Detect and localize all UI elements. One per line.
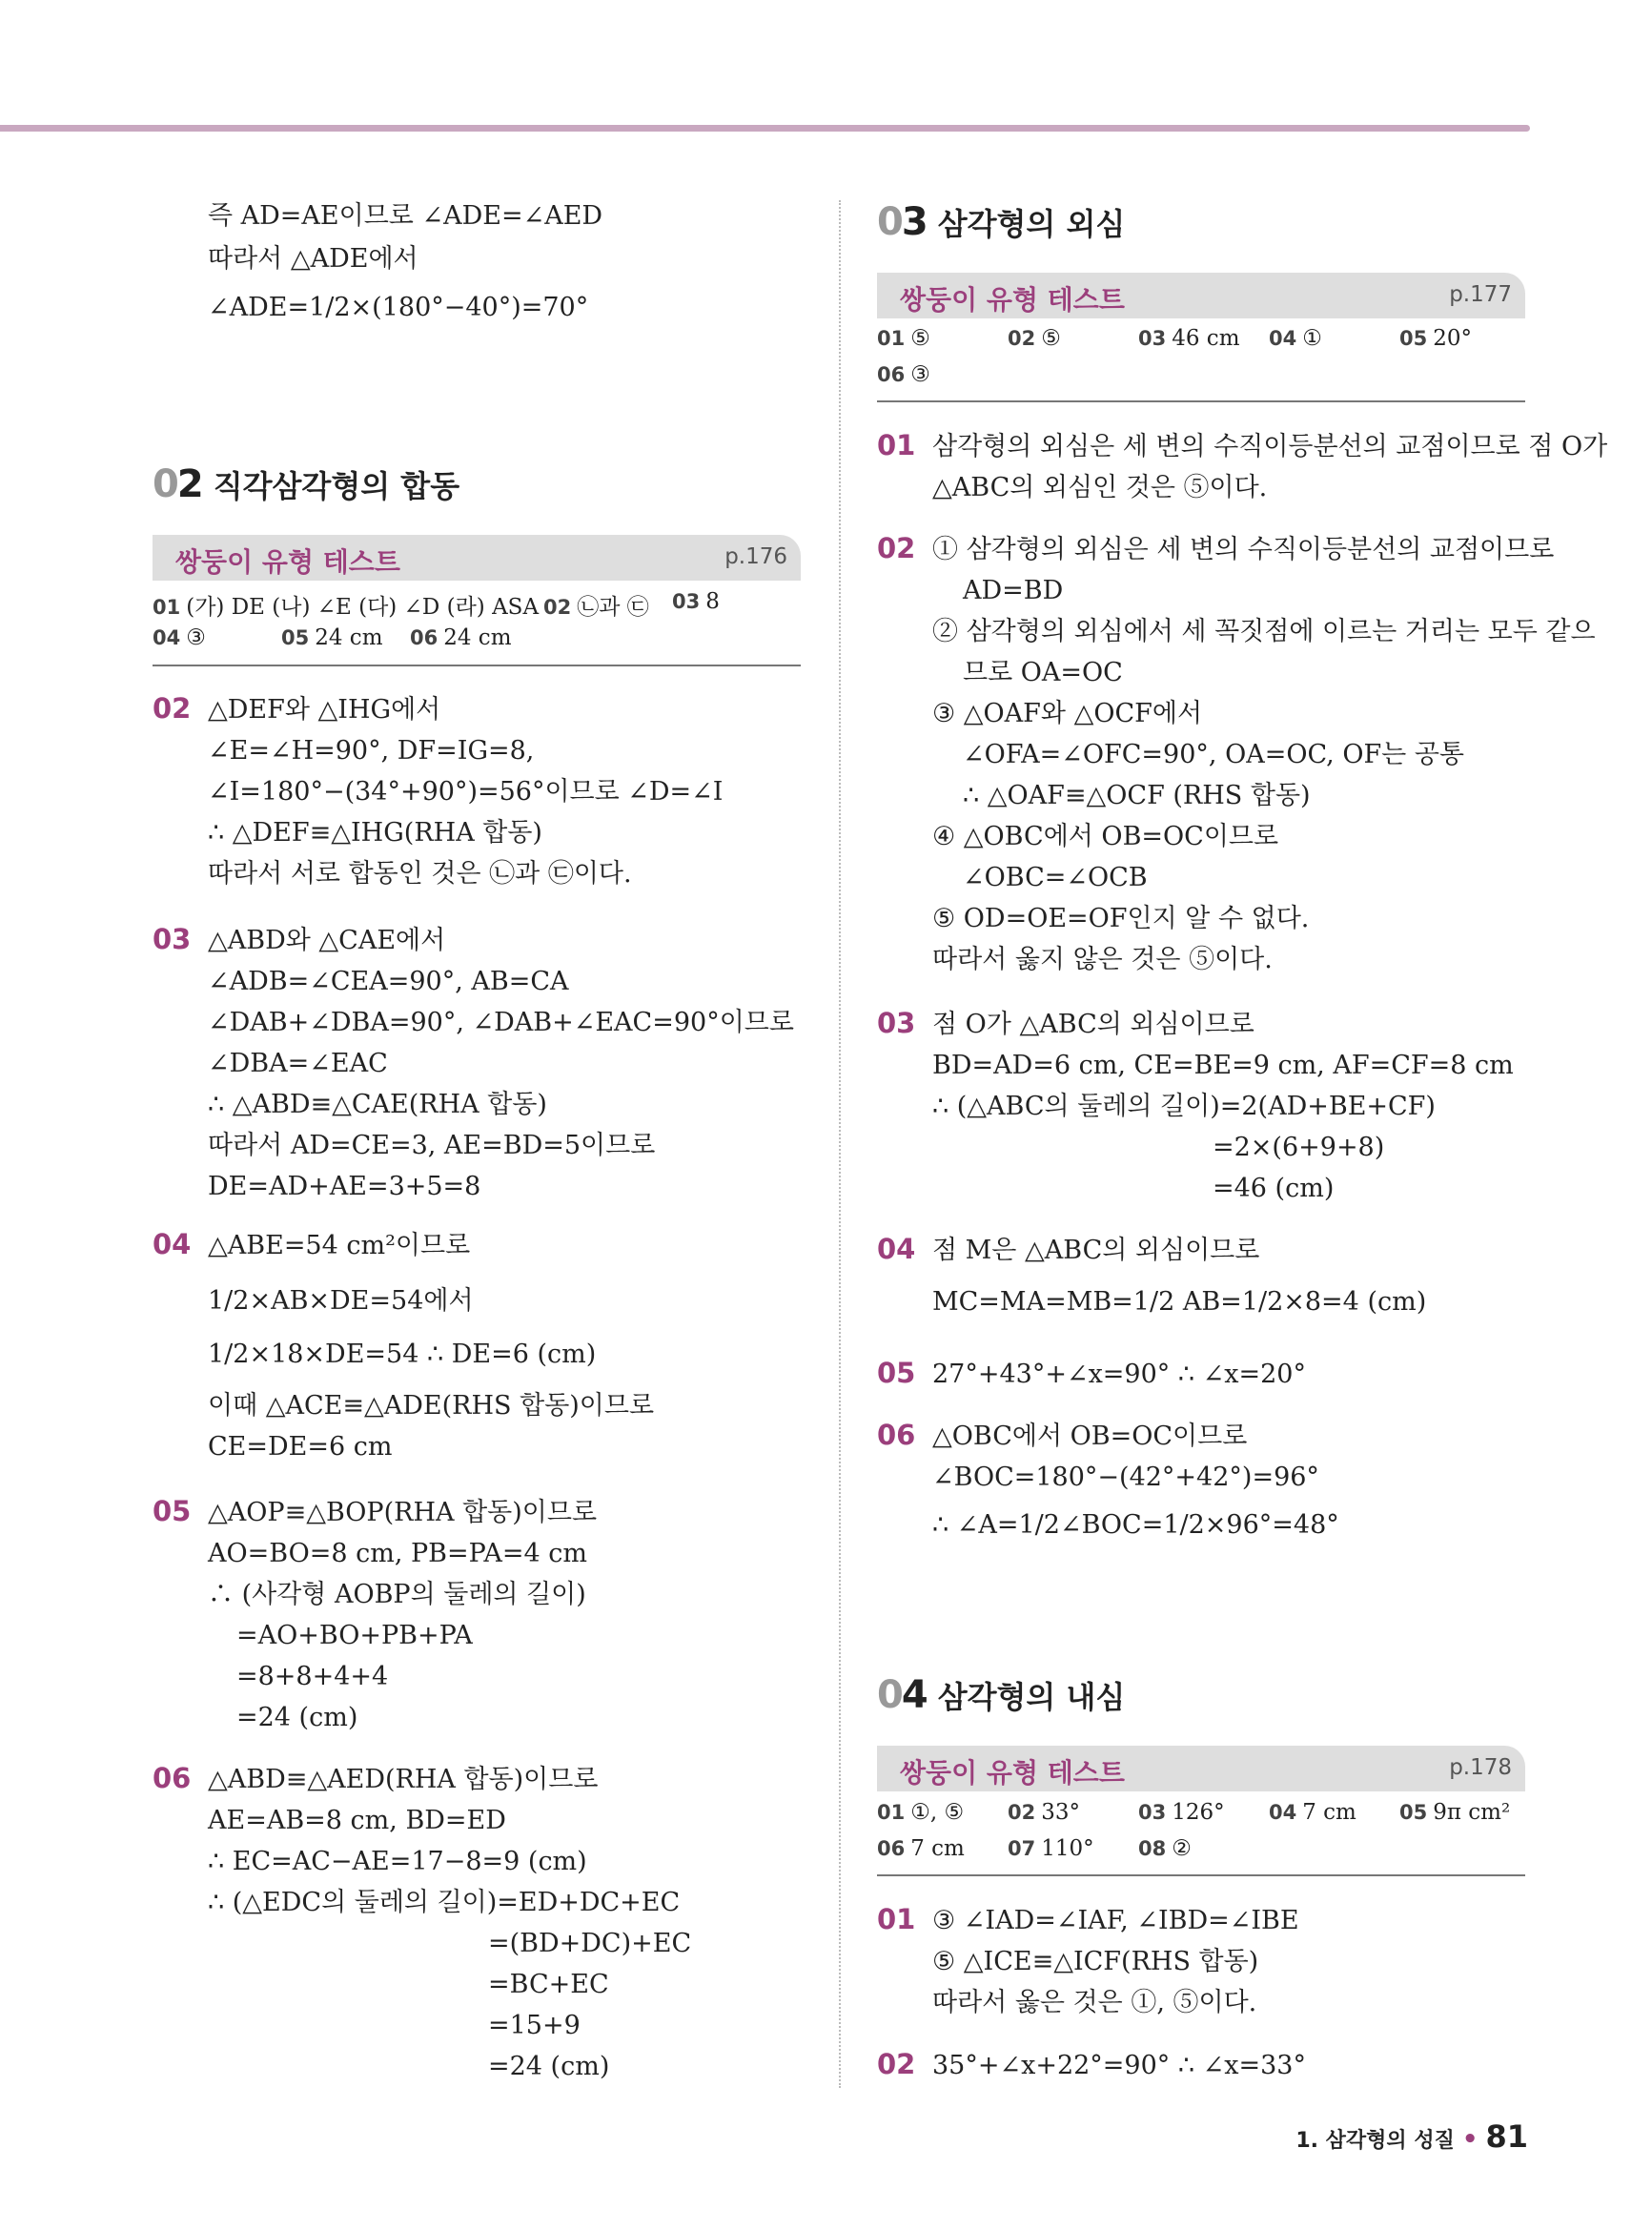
- solution-line: ∠ADB=∠CEA=90°, AB=CA: [208, 967, 569, 996]
- solution-line: 점 M은 △ABC의 외심이므로: [932, 1236, 1260, 1265]
- answer-number: 01: [877, 327, 906, 350]
- answer-divider: [153, 665, 801, 666]
- banner-title: 쌍둥이 유형 테스트: [900, 1757, 1125, 1789]
- section-02-answer: [543, 589, 649, 621]
- problem-number: 02: [153, 692, 192, 725]
- answer-number: 04: [1269, 1801, 1297, 1824]
- problem-number: 04: [153, 1228, 192, 1260]
- answer-value: 46 cm: [1172, 326, 1240, 351]
- solution-line: ① 삼각형의 외심은 세 변의 수직이등분선의 교점이므로: [932, 535, 1555, 564]
- intro-line: 즉 AD=AE이므로 ∠ADE=∠AED: [208, 201, 603, 231]
- section-02-answer: [410, 625, 512, 650]
- solution-line: =24 (cm): [236, 1703, 358, 1732]
- problem-number: 05: [877, 1357, 916, 1389]
- solution-line: 따라서 AD=CE=3, AE=BD=5이므로: [208, 1131, 656, 1160]
- answer-value: 8: [705, 589, 720, 614]
- answer-value: 24 cm: [443, 625, 512, 650]
- section-03-answer: [1008, 326, 1061, 351]
- intro-line: 따라서 △ADE에서: [208, 244, 418, 274]
- answer-value: 110°: [1041, 1836, 1094, 1861]
- page-footer: [1295, 2118, 1528, 2155]
- solution-line: ∴ (△EDC의 둘레의 길이)=ED+DC+EC: [208, 1888, 681, 1917]
- solution-line: ② 삼각형의 외심에서 세 꼭짓점에 이르는 거리는 모두 같으: [932, 617, 1596, 646]
- solution-line: ⑤ OD=OE=OF인지 알 수 없다.: [932, 904, 1310, 933]
- section-03-answer: [877, 326, 930, 351]
- section-title-text: 삼각형의 내심: [937, 1679, 1126, 1715]
- problem-number: 01: [877, 429, 916, 461]
- solution-line: ∴ △DEF≡△IHG(RHA 합동): [208, 818, 542, 848]
- section-04-title: [877, 1673, 1125, 1717]
- answer-value: ②: [1172, 1836, 1192, 1861]
- problem-number: 04: [877, 1233, 916, 1265]
- section-title-text: 삼각형의 외심: [937, 206, 1126, 242]
- solution-line: 므로 OA=OC: [963, 658, 1123, 687]
- answer-number: 05: [281, 626, 310, 649]
- answer-number: 06: [877, 1837, 906, 1860]
- banner-page-ref: p.177: [1449, 282, 1512, 307]
- solution-line: BD=AD=6 cm, CE=BE=9 cm, AF=CF=8 cm: [932, 1051, 1514, 1080]
- solution-line: 따라서 옳지 않은 것은 ⑤이다.: [932, 945, 1273, 974]
- solution-line: △ABE=54 cm²이므로: [208, 1231, 471, 1260]
- answer-value: 9π cm²: [1433, 1800, 1511, 1825]
- problem-number: 01: [877, 1903, 916, 1935]
- answer-number: 04: [1269, 327, 1297, 350]
- solution-line: AO=BO=8 cm, PB=PA=4 cm: [208, 1539, 587, 1568]
- solution-line: =24 (cm): [488, 2052, 610, 2081]
- problem-number: 06: [877, 1419, 916, 1451]
- answer-number: 02: [1008, 1801, 1036, 1824]
- answer-divider: [877, 400, 1525, 402]
- solution-line: =8+8+4+4: [236, 1662, 389, 1691]
- answer-number: 07: [1008, 1837, 1036, 1860]
- solution-line: ③ △OAF와 △OCF에서: [932, 699, 1203, 728]
- problem-number: 03: [877, 1007, 916, 1039]
- section-04-banner: [877, 1746, 1525, 1791]
- solution-line: AD=BD: [963, 576, 1064, 605]
- solution-line: ∠OBC=∠OCB: [963, 863, 1148, 892]
- solution-line: 삼각형의 외심은 세 변의 수직이등분선의 교점이므로 점 O가: [932, 432, 1608, 461]
- answer-value: ⑤: [910, 326, 930, 351]
- solution-line: 점 O가 △ABC의 외심이므로: [932, 1010, 1254, 1039]
- solution-line: ∠E=∠H=90°, DF=IG=8,: [208, 736, 535, 766]
- answer-value: ⑤: [1041, 326, 1061, 351]
- top-decorative-bar: [0, 125, 1530, 132]
- section-03-answer: [1399, 326, 1472, 351]
- section-04-answer: [1008, 1836, 1094, 1861]
- solution-line: △DEF와 △IHG에서: [208, 695, 441, 725]
- solution-line: △AOP≡△BOP(RHA 합동)이므로: [208, 1498, 598, 1527]
- solution-line: ③ ∠IAD=∠IAF, ∠IBD=∠IBE: [932, 1906, 1299, 1935]
- solution-line: 따라서 옳은 것은 ①, ⑤이다.: [932, 1988, 1257, 2017]
- section-04-answer: [1269, 1800, 1356, 1825]
- solution-line: ∴ ∠A=1/2∠BOC=1/2×96°=48°: [932, 1510, 1339, 1540]
- section-03-title: [877, 200, 1125, 244]
- solution-line: ∴ △OAF≡△OCF (RHS 합동): [963, 781, 1311, 810]
- answer-number: 03: [672, 590, 701, 613]
- section-02-answer: [672, 589, 720, 614]
- solution-line: 27°+43°+∠x=90° ∴ ∠x=20°: [932, 1360, 1306, 1389]
- section-number-digit: 2: [176, 462, 202, 506]
- solution-line: 1/2×AB×DE=54에서: [208, 1286, 474, 1316]
- problem-number: 02: [877, 532, 916, 564]
- solution-line: △ABC의 외심인 것은 ⑤이다.: [932, 473, 1268, 502]
- answer-number: 01: [153, 596, 181, 619]
- solution-line: ∠OFA=∠OFC=90°, OA=OC, OF는 공통: [963, 740, 1465, 769]
- answer-number: 05: [1399, 1801, 1428, 1824]
- answer-value: 126°: [1172, 1800, 1225, 1825]
- answer-value: 33°: [1041, 1800, 1081, 1825]
- section-number-zero: 0: [877, 200, 902, 244]
- solution-line: =(BD+DC)+EC: [488, 1929, 692, 1958]
- answer-value: (가) DE (나) ∠E (다) ∠D (라) ASA: [186, 595, 540, 620]
- answer-number: 02: [1008, 327, 1036, 350]
- section-number-digit: 4: [901, 1673, 927, 1717]
- answer-value: 7 cm: [1302, 1800, 1356, 1825]
- section-02-number: [153, 462, 202, 506]
- solution-line: ④ △OBC에서 OB=OC이므로: [932, 822, 1279, 851]
- answer-divider: [877, 1874, 1525, 1876]
- solution-line: ∠DBA=∠EAC: [208, 1049, 388, 1078]
- solution-line: ∴ △ABD≡△CAE(RHA 합동): [208, 1090, 547, 1119]
- answer-value: ①: [1302, 326, 1322, 351]
- section-03-answer: [1269, 326, 1322, 351]
- section-04-answer: [1399, 1800, 1510, 1825]
- solution-line: =AO+BO+PB+PA: [236, 1621, 473, 1650]
- banner-page-ref: p.178: [1449, 1755, 1512, 1780]
- problem-number: 05: [153, 1495, 192, 1527]
- solution-line: ∴ EC=AC−AE=17−8=9 (cm): [208, 1847, 587, 1876]
- section-number-zero: 0: [153, 462, 177, 506]
- answer-value: ③: [186, 625, 206, 650]
- solution-line: =BC+EC: [488, 1970, 609, 1999]
- solution-line: =2×(6+9+8): [1213, 1133, 1385, 1162]
- section-03-number: [877, 200, 927, 244]
- solution-line: 1/2×18×DE=54 ∴ DE=6 (cm): [208, 1340, 597, 1369]
- solution-line: 따라서 서로 합동인 것은 ㉡과 ㉢이다.: [208, 859, 632, 889]
- section-02-banner: [153, 535, 801, 581]
- answer-number: 02: [543, 596, 572, 619]
- section-04-answer: [877, 1836, 965, 1861]
- answer-number: 06: [877, 363, 906, 386]
- solution-line: ⑤ △ICE≡△ICF(RHS 합동): [932, 1947, 1259, 1976]
- section-04-answer: [1138, 1836, 1192, 1861]
- answer-value: ③: [910, 362, 930, 387]
- answer-number: 06: [410, 626, 438, 649]
- solution-line: =46 (cm): [1213, 1174, 1335, 1203]
- solution-line: ∠DAB+∠DBA=90°, ∠DAB+∠EAC=90°이므로: [208, 1008, 794, 1037]
- section-02-answer: [153, 589, 539, 621]
- section-03-answer: [877, 362, 930, 387]
- solution-line: CE=DE=6 cm: [208, 1432, 393, 1462]
- solution-line: DE=AD+AE=3+5=8: [208, 1172, 481, 1201]
- section-03-banner: [877, 273, 1525, 318]
- solution-line: ∠I=180°−(34°+90°)=56°이므로 ∠D=∠I: [208, 777, 724, 807]
- banner-title: 쌍둥이 유형 테스트: [175, 546, 400, 578]
- answer-number: 03: [1138, 1801, 1167, 1824]
- solution-line: MC=MA=MB=1/2 AB=1/2×8=4 (cm): [932, 1287, 1427, 1317]
- banner-page-ref: p.176: [724, 544, 787, 569]
- solution-line: △ABD≡△AED(RHA 합동)이므로: [208, 1765, 599, 1794]
- solution-line: =15+9: [488, 2011, 581, 2040]
- solution-line: ∠BOC=180°−(42°+42°)=96°: [932, 1463, 1319, 1492]
- section-number-digit: 3: [901, 200, 927, 244]
- solution-line: ∴ (△ABC의 둘레의 길이)=2(AD+BE+CF): [932, 1092, 1436, 1121]
- section-04-answer: [1138, 1800, 1225, 1825]
- problem-number: 03: [153, 923, 192, 955]
- solution-line: 이때 △ACE≡△ADE(RHS 합동)이므로: [208, 1391, 655, 1421]
- section-04-number: [877, 1673, 927, 1717]
- section-number-zero: 0: [877, 1673, 902, 1717]
- section-02-answer: [153, 625, 206, 650]
- answer-value: 7 cm: [910, 1836, 965, 1861]
- column-divider: [839, 200, 841, 2088]
- answer-value: 20°: [1433, 326, 1473, 351]
- solution-line: 35°+∠x+22°=90° ∴ ∠x=33°: [932, 2051, 1306, 2080]
- answer-number: 03: [1138, 327, 1167, 350]
- page-number: 81: [1485, 2118, 1528, 2155]
- banner-title: 쌍둥이 유형 테스트: [900, 284, 1125, 316]
- answer-number: 01: [877, 1801, 906, 1824]
- answer-number: 04: [153, 626, 181, 649]
- answer-value: ①, ⑤: [910, 1800, 965, 1825]
- section-title-text: 직각삼각형의 합동: [213, 468, 460, 504]
- solution-line: AE=AB=8 cm, BD=ED: [208, 1806, 506, 1835]
- answer-value: ㉡과 ㉢: [577, 595, 649, 620]
- section-02-answer: [281, 625, 383, 650]
- section-02-title: [153, 462, 459, 506]
- bullet-dot-icon: •: [1461, 2125, 1479, 2154]
- solution-line: △OBC에서 OB=OC이므로: [932, 1422, 1248, 1451]
- problem-number: 06: [153, 1762, 192, 1794]
- solution-line: ∴ (사각형 AOBP의 둘레의 길이): [208, 1580, 586, 1609]
- answer-number: 05: [1399, 327, 1428, 350]
- solution-line: △ABD와 △CAE에서: [208, 926, 446, 955]
- chapter-name: 1. 삼각형의 성질: [1295, 2129, 1455, 2153]
- problem-number: 02: [877, 2048, 916, 2080]
- section-03-answer: [1138, 326, 1240, 351]
- section-04-answer: [877, 1800, 964, 1825]
- section-04-answer: [1008, 1800, 1080, 1825]
- answer-number: 08: [1138, 1837, 1167, 1860]
- answer-value: 24 cm: [315, 625, 383, 650]
- intro-line: ∠ADE=1/2×(180°−40°)=70°: [208, 293, 589, 322]
